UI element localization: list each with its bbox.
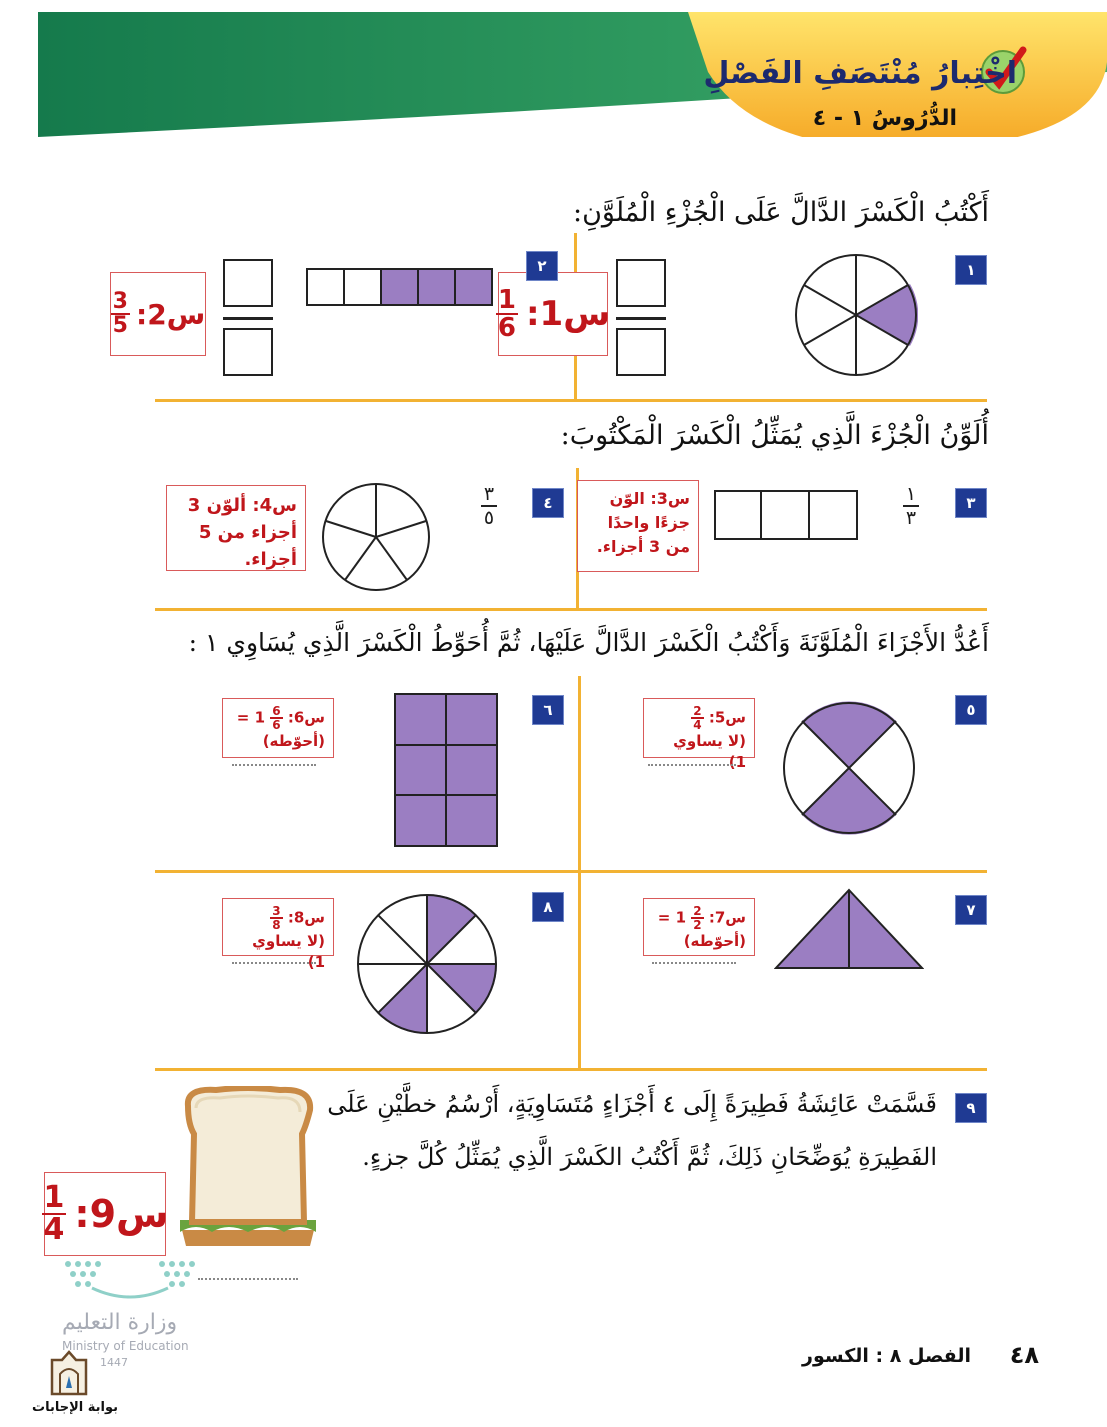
answer-equals: = 1 [657, 908, 687, 927]
question9-text-line1: قَسَّمَتْ عَائِشَةُ فَطِيرَةً إِلَى ٤ أَجْزَاءٍ مُتَسَاوِيَةٍ، أَرْسُمُ خطَّيْنِ عَلَى [327, 1090, 937, 1118]
fraction-numerator: 2 [693, 904, 702, 918]
answer-fraction [270, 705, 282, 731]
question-number-6: ٦ [532, 695, 564, 725]
fraction-denominator: 4 [43, 1212, 65, 1247]
fraction-denominator: 6 [497, 313, 516, 343]
given-fraction-3 [900, 483, 922, 529]
fraction-numerator: 6 [272, 704, 281, 718]
question-number-2: ٢ [526, 251, 558, 281]
fraction-numerator: 1 [43, 1180, 65, 1215]
sandwich-image[interactable] [176, 1086, 320, 1256]
answer-fraction [111, 291, 130, 337]
answer-fraction [42, 1180, 67, 1247]
fraction-numerator: 3 [272, 904, 281, 918]
answer-fraction [270, 905, 282, 931]
answer-note: (أحوّطه) [683, 932, 746, 950]
ministry-name-ar: وزارة التعليم [62, 1310, 178, 1335]
answer-label: س1: [525, 294, 611, 334]
fraction-numerator: ٣ [481, 483, 497, 507]
chapter-title: الفصل ٨ : الكسور [802, 1345, 971, 1367]
answer-box-2 [110, 272, 206, 356]
given-fraction-4 [478, 483, 500, 529]
numerator-box[interactable] [616, 259, 666, 307]
answer-box-9 [43, 1172, 169, 1256]
answer-line[interactable] [652, 962, 736, 964]
answer-fraction [691, 905, 703, 931]
page-number: ٤٨ [1009, 1341, 1039, 1369]
fraction-bar [223, 317, 273, 320]
question-number-1: ١ [955, 255, 987, 285]
question-number-4: ٤ [532, 488, 564, 518]
fraction-denominator: 4 [693, 718, 702, 732]
fraction-denominator: ٣ [905, 507, 917, 529]
header-title: اخْتِبارُ مُنْتَصَفِ الفَصْلِ [703, 56, 1017, 91]
fraction-denominator: 6 [272, 718, 281, 732]
fraction-numerator: 2 [693, 704, 702, 718]
divider-horizontal [155, 608, 987, 611]
answer-line[interactable] [198, 1278, 298, 1280]
fraction-denominator: 2 [693, 918, 702, 932]
question-number-5: ٥ [955, 695, 987, 725]
answer-line[interactable] [232, 764, 316, 766]
bar-fifths [306, 268, 493, 306]
header-subtitle: الدُّرُوسُ ١ - ٤ [812, 106, 957, 131]
ministry-name-en: Ministry of Education [62, 1339, 189, 1353]
divider-horizontal [155, 399, 987, 402]
fraction-denominator: ٥ [483, 507, 495, 529]
numerator-box[interactable] [223, 259, 273, 307]
ministry-year: 1447 [100, 1356, 128, 1369]
portal-name: بوابة الإجابات [32, 1400, 118, 1415]
pie-fifths[interactable] [320, 482, 432, 592]
question-number-9: ٩ [955, 1093, 987, 1123]
question9-text-line2: الفَطِيرَةِ يُوَضِّحَانِ ذَلِكَ، ثُمَّ أَكْتُبُ الكَسْرَ الَّذِي يُمَثِّلُ كُلَّ جزءٍ. [362, 1143, 937, 1171]
fraction-denominator: 5 [112, 313, 128, 338]
answer-box-5 [643, 698, 755, 771]
denominator-box[interactable] [616, 328, 666, 376]
question-number-7: ٧ [955, 895, 987, 925]
answer-label: س5: [708, 708, 746, 727]
answer-box-1 [497, 272, 611, 356]
divider-horizontal [155, 870, 987, 873]
divider-horizontal [155, 1068, 987, 1071]
answer-label: س2: [135, 297, 206, 331]
answer-box-7 [643, 898, 755, 956]
answer-label: س6: [287, 708, 325, 727]
answer-equals: = 1 [236, 708, 266, 727]
pie-sixths [794, 253, 918, 377]
answer-note: (أحوّطه) [262, 732, 325, 750]
rectangle-sixths [394, 693, 498, 847]
fraction-numerator: 1 [497, 285, 516, 315]
pie-quarters [782, 701, 916, 835]
answer-box-4: س4: ألوّن 3 أجزاء من 5 أجزاء. [166, 485, 306, 571]
ministry-logo-icon [62, 1258, 198, 1300]
answer-note: (لا يساوي 1) [252, 932, 325, 971]
fraction-bar [616, 317, 666, 320]
fraction-denominator: 8 [272, 918, 281, 932]
triangle-halves [774, 888, 924, 970]
pie-eighths [356, 893, 498, 1035]
portal-logo-icon [46, 1350, 92, 1400]
answer-label: س9: [74, 1192, 169, 1236]
answer-fraction [496, 287, 518, 341]
answer-box-8 [222, 898, 334, 971]
fraction-numerator: 3 [112, 289, 128, 314]
question-number-8: ٨ [532, 892, 564, 922]
answer-box-3: س3: الوّن جزءًا واحدًا من 3 أجزاء. [577, 480, 699, 572]
answer-line[interactable] [232, 962, 316, 964]
question-number-3: ٣ [955, 488, 987, 518]
fraction-numerator: ١ [903, 483, 919, 507]
answer-note: (لا يساوي 1) [673, 732, 746, 771]
section2-instruction: أُلَوِّنُ الْجُزْءَ الَّذِي يُمَثِّلُ الْكَسْرَ الْمَكْتُوبَ: [560, 420, 989, 451]
answer-line[interactable] [648, 764, 736, 766]
section3-instruction: أَعُدُّ الأَجْزَاءَ الْمُلَوَّنَةَ وَأَكْتُبُ الْكَسْرَ الدَّالَّ عَلَيْهَا، ثُمَّ أُحَوِّطُ الْكَسْرَ الَّذِي يُسَاوِي ١ : [188, 628, 989, 657]
answer-label: س7: [708, 908, 746, 927]
bar-thirds[interactable] [714, 490, 858, 540]
denominator-box[interactable] [223, 328, 273, 376]
answer-fraction [691, 705, 703, 731]
section1-instruction: أَكْتُبُ الْكَسْرَ الدَّالَّ عَلَى الْجُزْءِ الْمُلَوَّنِ: [572, 197, 989, 228]
answer-label: س8: [287, 908, 325, 927]
answer-box-6 [222, 698, 334, 758]
